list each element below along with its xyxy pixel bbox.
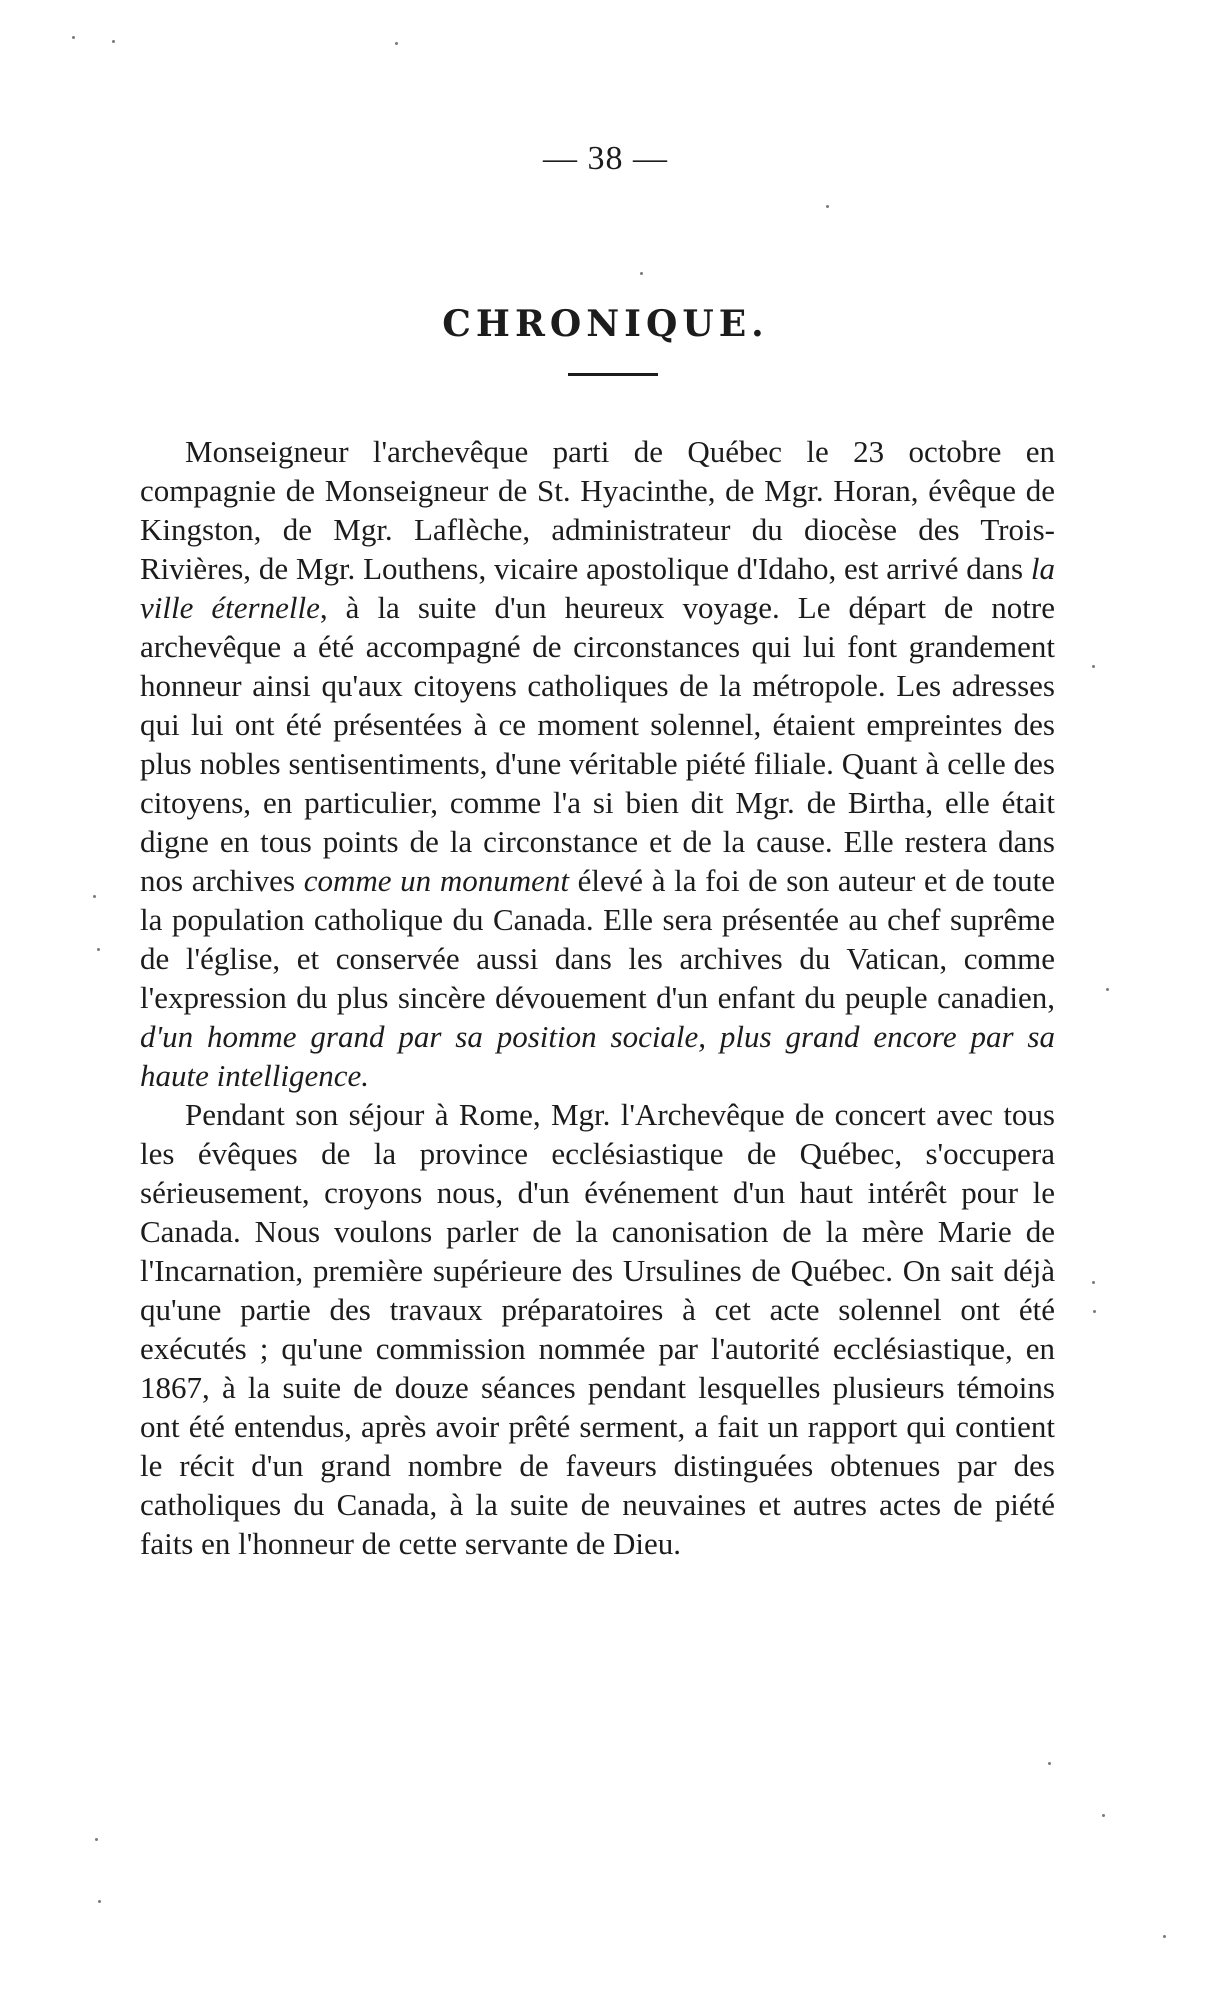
text-run: Monseigneur l'archevêque parti de Québec le 23 octobre en compagnie de Monseigneur de St. Hyacinthe, de Mgr. Horan, évêque de Kingston, de Mgr. Laflèche, administrateur du diocèse des Trois-Rivières, de Mgr. Louthens, vicaire apostolique d'Idaho, est arrivé dans (140, 434, 1055, 586)
scan-speck (395, 42, 398, 45)
scan-speck (1163, 1935, 1166, 1938)
paragraph (140, 432, 1055, 1095)
section-title: CHRONIQUE. (442, 303, 769, 345)
italic-run: comme un monument (303, 863, 569, 898)
page-number: — 38 — (543, 140, 668, 177)
scan-speck (1048, 1762, 1051, 1765)
scan-speck (95, 1838, 98, 1841)
scan-speck (1092, 665, 1095, 668)
scan-speck (97, 948, 100, 951)
italic-run: d'un homme grand par sa position sociale, plus grand encore par sa haute intelligence. (140, 1019, 1055, 1093)
scan-speck (640, 272, 643, 275)
scan-speck (1102, 1814, 1105, 1817)
body-text (140, 432, 1055, 1563)
paragraph (140, 1095, 1055, 1563)
text-run: Pendant son séjour à Rome, Mgr. l'Archevêque de concert avec tous les évêques de la province ecclésiastique de Québec, s'occupera sérieusement, croyons nous, d'un événement d'un haut intérêt pour le Canada. Nous voulons parler de la canonisation de la mère Marie de l'Incarnation, première supérieure des Ursulines de Québec. On sait déjà qu'une partie des travaux préparatoires à cet acte solennel ont été exécutés ; qu'une commission nommée par l'autorité ecclésiastique, en 1867, à la suite de douze séances pendant lesquelles plusieurs témoins ont été entendus, après avoir prêté serment, a fait un rapport qui contient le récit d'un grand nombre de faveurs distinguées obtenues par des catholiques du Canada, à la suite de neuvaines et autres actes de piété faits en l'honneur de cette servante de Dieu. (140, 1097, 1055, 1561)
scan-speck (93, 895, 96, 898)
scan-speck (1093, 1310, 1096, 1313)
italic-run: la ville éternelle (140, 551, 1055, 625)
scan-speck (826, 205, 829, 208)
scan-speck (1106, 988, 1109, 991)
scan-speck (112, 40, 115, 43)
text-run: élevé à la foi de son auteur et de toute la population catholique du Canada. Elle sera présentée au chef suprême de l'église, et conservée aussi dans les archives du Vatican, comme l'expression du plus sincère dévouement d'un enfant du peuple canadien, (140, 863, 1055, 1015)
text-run: , à la suite d'un heureux voyage. Le départ de notre archevêque a été accompagné de circonstances qui lui font grandement honneur ainsi qu'aux citoyens catholiques de la métropole. Les adresses qui lui ont été présentées à ce moment solennel, étaient empreintes des plus nobles sentisentiments, d'une véritable piété filiale. Quant à celle des citoyens, en particulier, comme l'a si bien dit Mgr. de Birtha, elle était digne en tous points de la circonstance et de la cause. Elle restera dans nos archives (140, 590, 1056, 898)
title-rule (568, 373, 658, 376)
scan-speck (1092, 1281, 1095, 1284)
scan-speck (72, 36, 75, 39)
scan-speck (98, 1900, 101, 1903)
